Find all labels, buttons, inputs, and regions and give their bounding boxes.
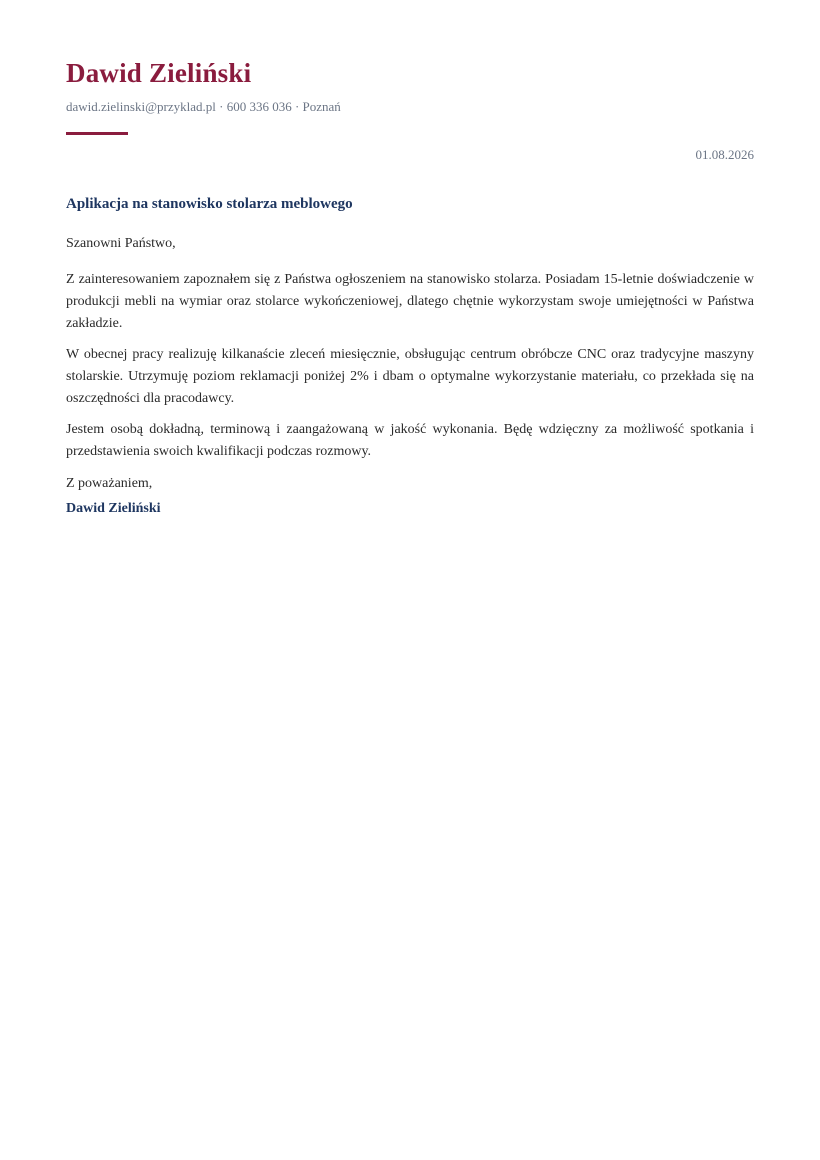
- body-paragraph: Jestem osobą dokładną, terminową i zaangażowaną w jakość wykonania. Będę wdzięczny za możliwość spotkania i przedstawienia swoich kwalifikacji podczas rozmowy.: [66, 422, 754, 459]
- contact-line: dawid.zielinski@przyklad.pl · 600 336 036 · Poznań: [66, 99, 341, 114]
- letter-body: [66, 269, 754, 472]
- greeting: Szanowni Państwo,: [66, 236, 176, 251]
- body-paragraph: Z zainteresowaniem zapoznałem się z Państwa ogłoszeniem na stanowisko stolarza. Posiadam 15-letnie doświadczenie w produkcji mebli na wymiar oraz stolarce wykończeniowej, dlatego chętnie wykorzystam swoje umiejętności w Państwa zakładzie.: [66, 272, 754, 331]
- sender-name: Dawid Zieliński: [66, 58, 252, 88]
- signature-name: Dawid Zieliński: [66, 501, 161, 516]
- body-paragraph: W obecnej pracy realizuję kilkanaście zleceń miesięcznie, obsługując centrum obróbcze CNC oraz tradycyjne maszyny stolarskie. Utrzymuję poziom reklamacji poniżej 2% i dbam o optymalne wykorzystanie materiału, co przekłada się na oszczędności dla pracodawcy.: [66, 347, 754, 406]
- closing-phrase: Z poważaniem,: [66, 476, 153, 491]
- accent-divider: [66, 132, 128, 135]
- letter-subject: Aplikacja na stanowisko stolarza meblowego: [66, 196, 353, 212]
- letter-date: 01.08.2026: [695, 147, 754, 162]
